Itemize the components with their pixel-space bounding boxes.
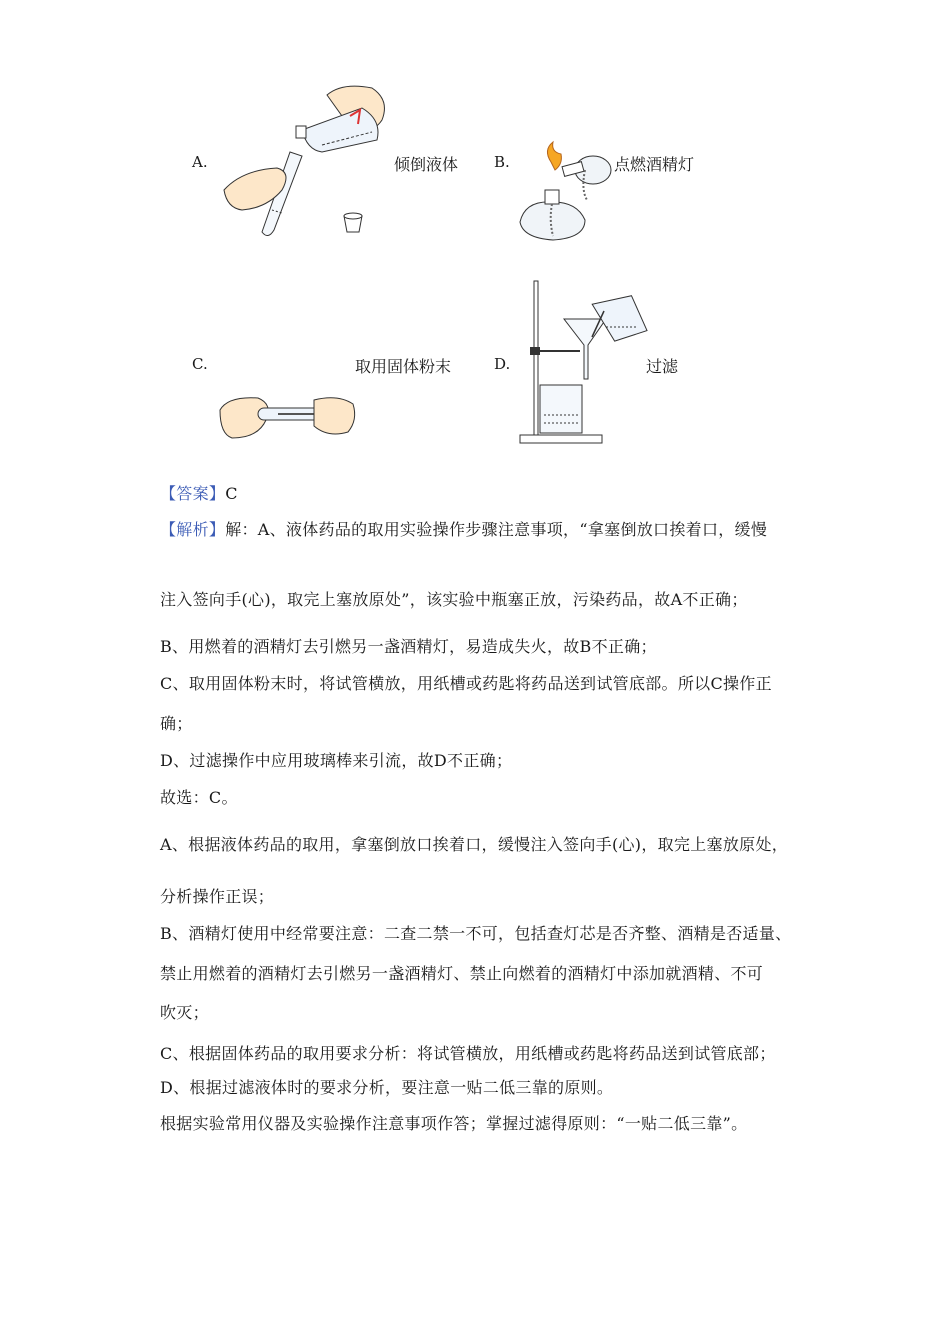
analysis-line-11: 禁止用燃着的酒精灯去引燃另一盏酒精灯、禁止向燃着的酒精灯中添加就酒精、不可 [160,964,764,983]
analysis-line-1 [160,517,767,540]
analysis-line-15: 根据实验常用仪器及实验操作注意事项作答；掌握过滤得原则：“一贴二低三靠”。 [160,1114,748,1133]
option-d-letter: D. [494,355,511,373]
option-a-letter: A. [192,153,208,171]
option-d-label: 过滤 [646,357,679,376]
analysis-line-4: C、取用固体粉末时，将试管横放，用纸槽或药匙将药品送到试管底部。所以C操作正 [160,674,772,693]
option-b-label: 点燃酒精灯 [614,155,695,174]
filtration-illustration [518,275,648,445]
solid-powder-illustration [218,390,358,445]
analysis-line-10: B、酒精灯使用中经常要注意：二查二禁一不可，包括查灯芯是否齐整、酒精是否适量、 [160,924,792,943]
pouring-liquid-illustration [222,80,392,240]
analysis-line-2: 注入签向手(心)，取完上塞放原处”，该实验中瓶塞正放，污染药品，故A不正确； [160,590,748,609]
answer-tag: 【答案】 [160,484,226,503]
analysis-line-14: D、根据过滤液体时的要求分析，要注意一贴二低三靠的原则。 [160,1078,614,1097]
analysis-line-6: D、过滤操作中应用玻璃棒来引流，故D不正确； [160,751,513,770]
answer-line [160,481,238,504]
analysis-line-3: B、用燃着的酒精灯去引燃另一盏酒精灯，易造成失火，故B不正确； [160,637,657,656]
analysis-line-12: 吹灭； [160,1003,209,1022]
analysis-line-13: C、根据固体药品的取用要求分析：将试管横放，用纸槽或药匙将药品送到试管底部； [160,1044,776,1063]
analysis-text: 解：A、液体药品的取用实验操作步骤注意事项，“拿塞倒放口挨着口，缓慢 [225,520,768,539]
answer-value: C [225,484,238,503]
analysis-tag: 【解析】 [160,520,226,539]
option-a-label: 倾倒液体 [394,155,459,174]
option-c-label: 取用固体粉末 [355,357,452,376]
analysis-line-8: A、根据液体药品的取用，拿塞倒放口挨着口，缓慢注入签向手(心)，取完上塞放原处， [160,835,789,854]
analysis-line-7: 故选：C。 [160,788,238,807]
analysis-line-5: 确； [160,714,193,733]
lighting-alcohol-lamp-illustration [515,140,615,245]
option-b-letter: B. [494,153,510,171]
option-c-letter: C. [192,355,208,373]
analysis-line-9: 分析操作正误； [160,887,275,906]
